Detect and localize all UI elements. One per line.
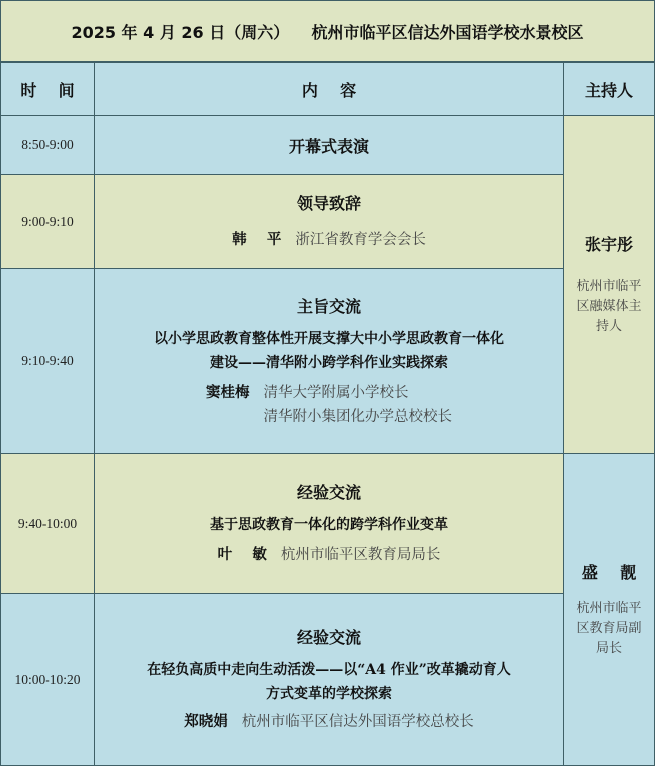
header-host-label: 主持人 (584, 80, 633, 100)
time-label: 8:50-9:00 (21, 137, 74, 152)
row-time-4 (0, 453, 95, 594)
host-cell-2 (563, 453, 655, 766)
agenda-title: 2025 年 4 月 26 日（周六） 杭州市临平区信达外国语学校水景校区 (71, 22, 584, 42)
session-title: 经验交流 (296, 483, 361, 502)
speaker-title (264, 381, 453, 429)
speaker-name: 叶 敏 (217, 546, 267, 563)
host-name: 张宇彤 (584, 235, 633, 254)
topic-line: 建设——清华附小跨学科作业实践探索 (210, 354, 448, 371)
speaker-name: 郑晓娟 (184, 713, 228, 730)
row-time-5 (0, 593, 95, 766)
row-content-2 (94, 174, 564, 269)
row-content-3 (94, 268, 564, 454)
speaker-name: 窦桂梅 (206, 383, 250, 401)
speaker-title: 浙江省教育学会会长 (295, 232, 426, 248)
topic-line: 以小学思政教育整体性开展支撑大中小学思政教育一体化 (154, 330, 504, 347)
time-label: 9:10-9:40 (21, 353, 74, 368)
speaker-title-line: 清华附小集团化办学总校校长 (263, 408, 452, 425)
speaker-title: 杭州市临平区教育局局长 (280, 547, 441, 563)
session-title: 领导致辞 (296, 194, 361, 213)
time-label: 9:40-10:00 (17, 515, 78, 531)
host-title-line: 局长 (595, 641, 622, 656)
host-name: 盛 靓 (581, 563, 637, 582)
speaker (184, 710, 474, 734)
header-content (94, 62, 564, 116)
topic-line: 方式变革的学校探索 (266, 686, 392, 702)
row-content-4 (94, 453, 564, 594)
host-title-line: 杭州市临平 (576, 601, 642, 616)
host-title-line: 区教育局副 (576, 621, 642, 636)
speaker (232, 228, 426, 252)
header-time (0, 62, 95, 116)
speaker-title: 杭州市临平区信达外国语学校总校长 (241, 714, 474, 730)
topic-line: 在轻负高质中走向生动活泼——以“A4 作业”改革撬动育人 (147, 662, 511, 678)
host-cell-1 (563, 115, 655, 454)
row-content-5 (94, 593, 564, 766)
speaker-title-line: 清华大学附属小学校长 (263, 384, 409, 401)
time-label: 10:00-10:20 (14, 671, 81, 687)
session-title: 开幕式表演 (288, 136, 369, 156)
speaker (206, 381, 452, 429)
time-label: 9:00-9:10 (21, 213, 74, 229)
speaker (218, 543, 441, 567)
row-time-1 (0, 115, 95, 175)
host-title-line: 杭州市临平 (576, 279, 642, 294)
header-host (563, 62, 655, 116)
row-time-3 (0, 268, 95, 454)
host-title-line: 区融媒体主 (576, 299, 642, 314)
header-content-label: 内 容 (301, 80, 357, 100)
title-row (0, 0, 655, 62)
topic-line: 基于思政教育一体化的跨学科作业变革 (210, 517, 448, 533)
speaker-name: 韩 平 (232, 231, 282, 248)
session-title: 经验交流 (296, 628, 361, 647)
host-title (576, 599, 641, 659)
header-time-label: 时 间 (20, 80, 75, 100)
row-content-1 (94, 115, 564, 175)
host-title (576, 277, 641, 337)
session-title: 主旨交流 (296, 296, 361, 316)
host-title-line: 持人 (595, 319, 622, 334)
row-time-2 (0, 174, 95, 269)
